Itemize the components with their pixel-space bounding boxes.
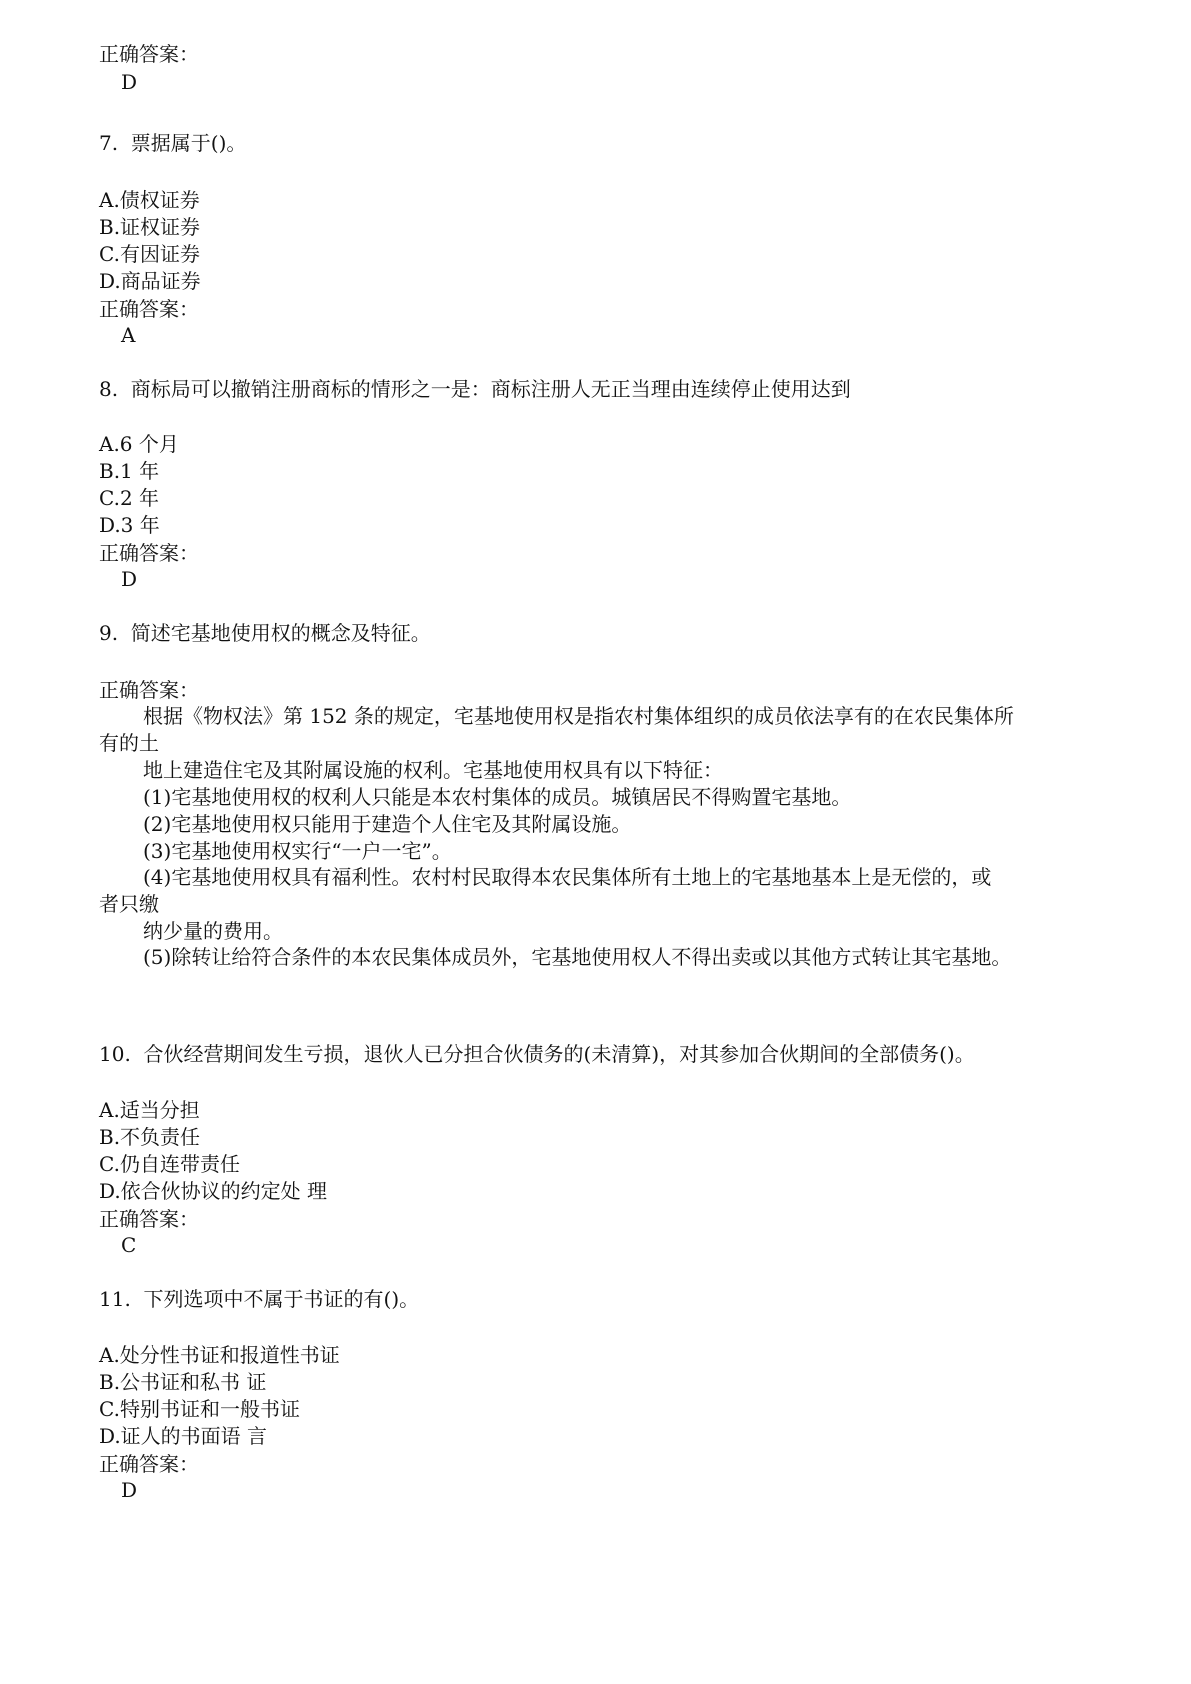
answer-paragraph-line: (2)宅基地使用权只能用于建造个人住宅及其附属设施。 — [143, 812, 632, 836]
answer-paragraph-wrap: 有的土 — [99, 731, 159, 755]
answer-value: C — [121, 1233, 137, 1257]
option-item: C.仍自连带责任 — [99, 1152, 240, 1176]
option-item: D.商品证券 — [99, 269, 201, 293]
option-item: A.债权证券 — [99, 188, 200, 212]
question-text: 8. 商标局可以撤销注册商标的情形之一是：商标注册人无正当理由连续停止使用达到 — [99, 377, 851, 401]
question-text: 11. 下列选项中不属于书证的有()。 — [99, 1287, 420, 1311]
option-item: C.有因证券 — [99, 242, 200, 266]
answer-paragraph-line: (3)宅基地使用权实行“一户一宅”。 — [143, 839, 452, 863]
option-item: D.3 年 — [99, 513, 160, 537]
question-text: 7. 票据属于()。 — [99, 131, 247, 155]
answer-paragraph-wrap: 者只缴 — [99, 892, 159, 916]
answer-paragraph-line: 纳少量的费用。 — [143, 919, 283, 943]
answer-label: 正确答案： — [99, 1452, 199, 1476]
answer-value: A — [121, 323, 136, 347]
answer-paragraph-line: (1)宅基地使用权的权利人只能是本农村集体的成员。城镇居民不得购置宅基地。 — [143, 785, 852, 809]
answer-label: 正确答案： — [99, 297, 199, 321]
option-item: B.证权证券 — [99, 215, 201, 239]
option-item: A.处分性书证和报道性书证 — [99, 1343, 340, 1367]
answer-value: D — [121, 70, 138, 94]
option-item: C.2 年 — [99, 486, 160, 510]
answer-label: 正确答案： — [99, 541, 199, 565]
answer-label: 正确答案： — [99, 1207, 199, 1231]
answer-value: D — [121, 567, 138, 591]
option-item: C.特别书证和一般书证 — [99, 1397, 300, 1421]
answer-value: D — [121, 1478, 138, 1502]
answer-label: 正确答案： — [99, 42, 199, 66]
option-item: D.证人的书面语 言 — [99, 1424, 268, 1448]
question-text: 10. 合伙经营期间发生亏损，退伙人已分担合伙债务的(未清算)，对其参加合伙期间的全部债务()。 — [99, 1042, 975, 1066]
question-text: 9. 简述宅基地使用权的概念及特征。 — [99, 621, 431, 645]
answer-paragraph-line: (4)宅基地使用权具有福利性。农村村民取得本农民集体所有土地上的宅基地基本上是无偿的，或 — [143, 865, 992, 889]
option-item: A.6 个月 — [99, 432, 179, 456]
answer-paragraph-line: 根据《物权法》第 152 条的规定，宅基地使用权是指农村集体组织的成员依法享有的在农民集体所 — [143, 704, 1014, 728]
option-item: B.不负责任 — [99, 1125, 201, 1149]
option-item: B.1 年 — [99, 459, 160, 483]
option-item: B.公书证和私书 证 — [99, 1370, 267, 1394]
option-item: D.依合伙协议的约定处 理 — [99, 1179, 328, 1203]
option-item: A.适当分担 — [99, 1098, 200, 1122]
answer-label: 正确答案： — [99, 678, 199, 702]
answer-paragraph-line: (5)除转让给符合条件的本农民集体成员外，宅基地使用权人不得出卖或以其他方式转让其宅基地。 — [143, 945, 1012, 969]
answer-paragraph-line: 地上建造住宅及其附属设施的权利。宅基地使用权具有以下特征： — [143, 758, 723, 782]
